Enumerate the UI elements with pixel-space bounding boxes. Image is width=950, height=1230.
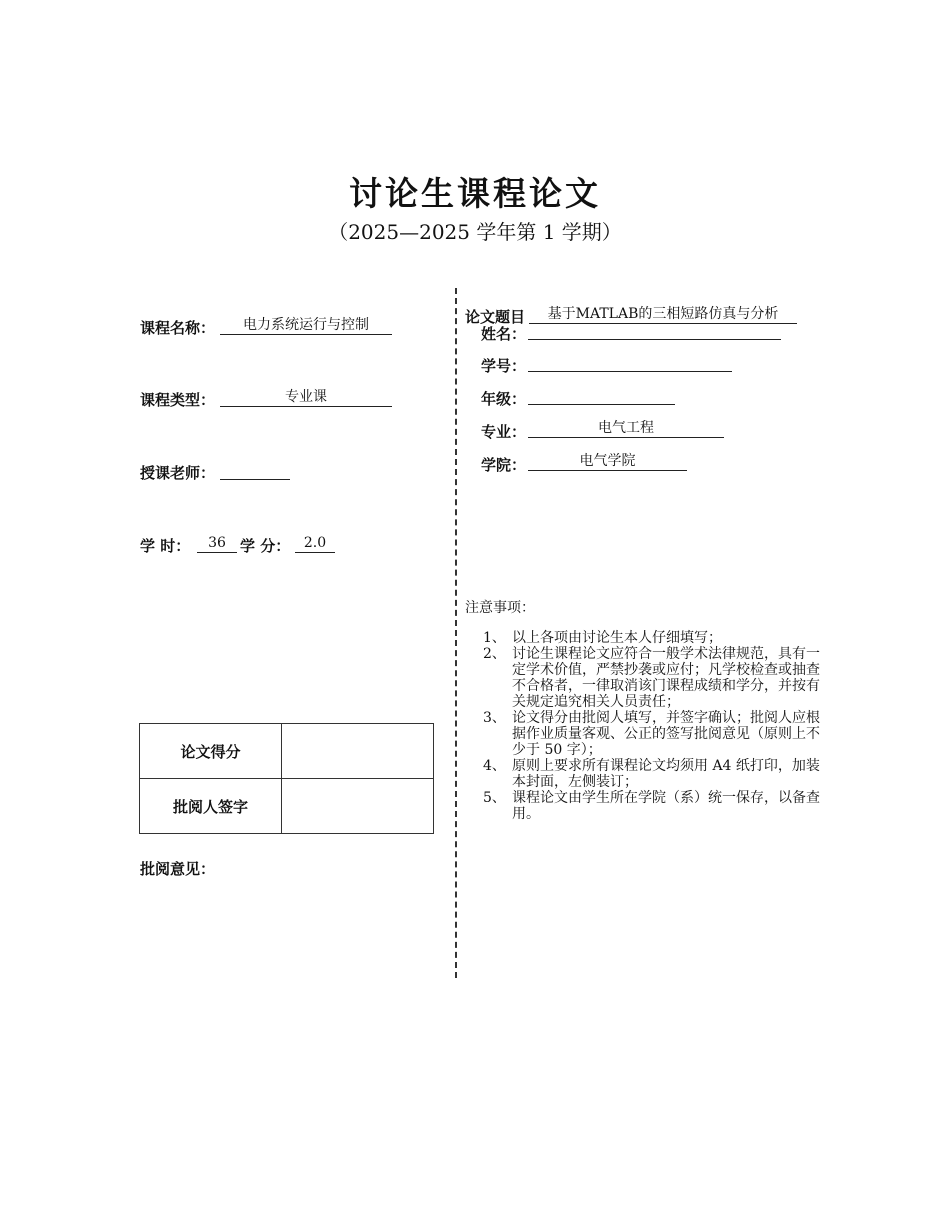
course-name-value[interactable]: 电力系统运行与控制: [220, 316, 392, 335]
hours-label: 学 时：: [140, 537, 191, 555]
credits-value[interactable]: 2.0: [295, 534, 335, 553]
note-item: [465, 790, 825, 822]
note-number: 3、: [483, 710, 506, 726]
student-id-label: 学号：: [481, 357, 527, 375]
review-comment-label: 批阅意见：: [140, 860, 216, 878]
course-name-label: 课程名称：: [140, 319, 216, 337]
major-value[interactable]: 电气工程: [528, 419, 724, 438]
note-item: [465, 630, 825, 646]
student-id-value[interactable]: [528, 353, 732, 372]
reviewer-cell[interactable]: [282, 779, 434, 834]
semester-subtitle: （2025—2025 学年第 1 学期）: [328, 220, 622, 244]
grade-label: 年级：: [481, 390, 527, 408]
teacher-value[interactable]: [220, 461, 290, 480]
score-label: 论文得分: [140, 724, 282, 779]
score-table: [139, 723, 434, 834]
note-number: 5、: [483, 790, 506, 806]
column-divider: [455, 288, 457, 978]
note-item: [465, 710, 825, 758]
hours-value[interactable]: 36: [197, 534, 237, 553]
topic-value[interactable]: 基于MATLAB的三相短路仿真与分析: [529, 305, 797, 324]
note-number: 2、: [483, 646, 506, 662]
notes-title: 注意事项：: [465, 600, 535, 616]
course-type-value[interactable]: 专业课: [220, 388, 392, 407]
note-item: [465, 758, 825, 790]
score-row: [140, 724, 434, 779]
college-label: 学院：: [481, 456, 527, 474]
topic-label: 论文题目: [465, 308, 526, 326]
credits-label: 学 分：: [240, 537, 291, 555]
note-text: 课程论文由学生所在学院（系）统一保存，以备查用。: [512, 790, 820, 822]
college-value[interactable]: 电气学院: [528, 452, 687, 471]
grade-value[interactable]: [528, 386, 675, 405]
name-label: 姓名：: [481, 325, 527, 343]
reviewer-label: 批阅人签字: [140, 779, 282, 834]
major-label: 专业：: [481, 423, 527, 441]
notes-list: [465, 630, 825, 822]
note-text: 原则上要求所有课程论文均须用 A4 纸打印，加装本封面，左侧装订；: [512, 758, 820, 790]
course-type-label: 课程类型：: [140, 391, 216, 409]
reviewer-row: [140, 779, 434, 834]
score-cell[interactable]: [282, 724, 434, 779]
document-title: 讨论生课程论文: [349, 174, 601, 213]
note-text: 以上各项由讨论生本人仔细填写；: [512, 630, 722, 646]
note-item: [465, 646, 825, 710]
note-text: 讨论生课程论文应符合一般学术法律规范，具有一定学术价值，严禁抄袭或应付；凡学校检查或抽查不合格者，一律取消该门课程成绩和学分，并按有关规定追究相关人员责任；: [512, 646, 820, 710]
name-value[interactable]: [528, 321, 781, 340]
note-number: 1、: [483, 630, 506, 646]
teacher-label: 授课老师：: [140, 464, 216, 482]
note-text: 论文得分由批阅人填写，并签字确认；批阅人应根据作业质量客观、公正的签写批阅意见（原则上不少于 50 字）；: [512, 710, 820, 758]
note-number: 4、: [483, 758, 506, 774]
